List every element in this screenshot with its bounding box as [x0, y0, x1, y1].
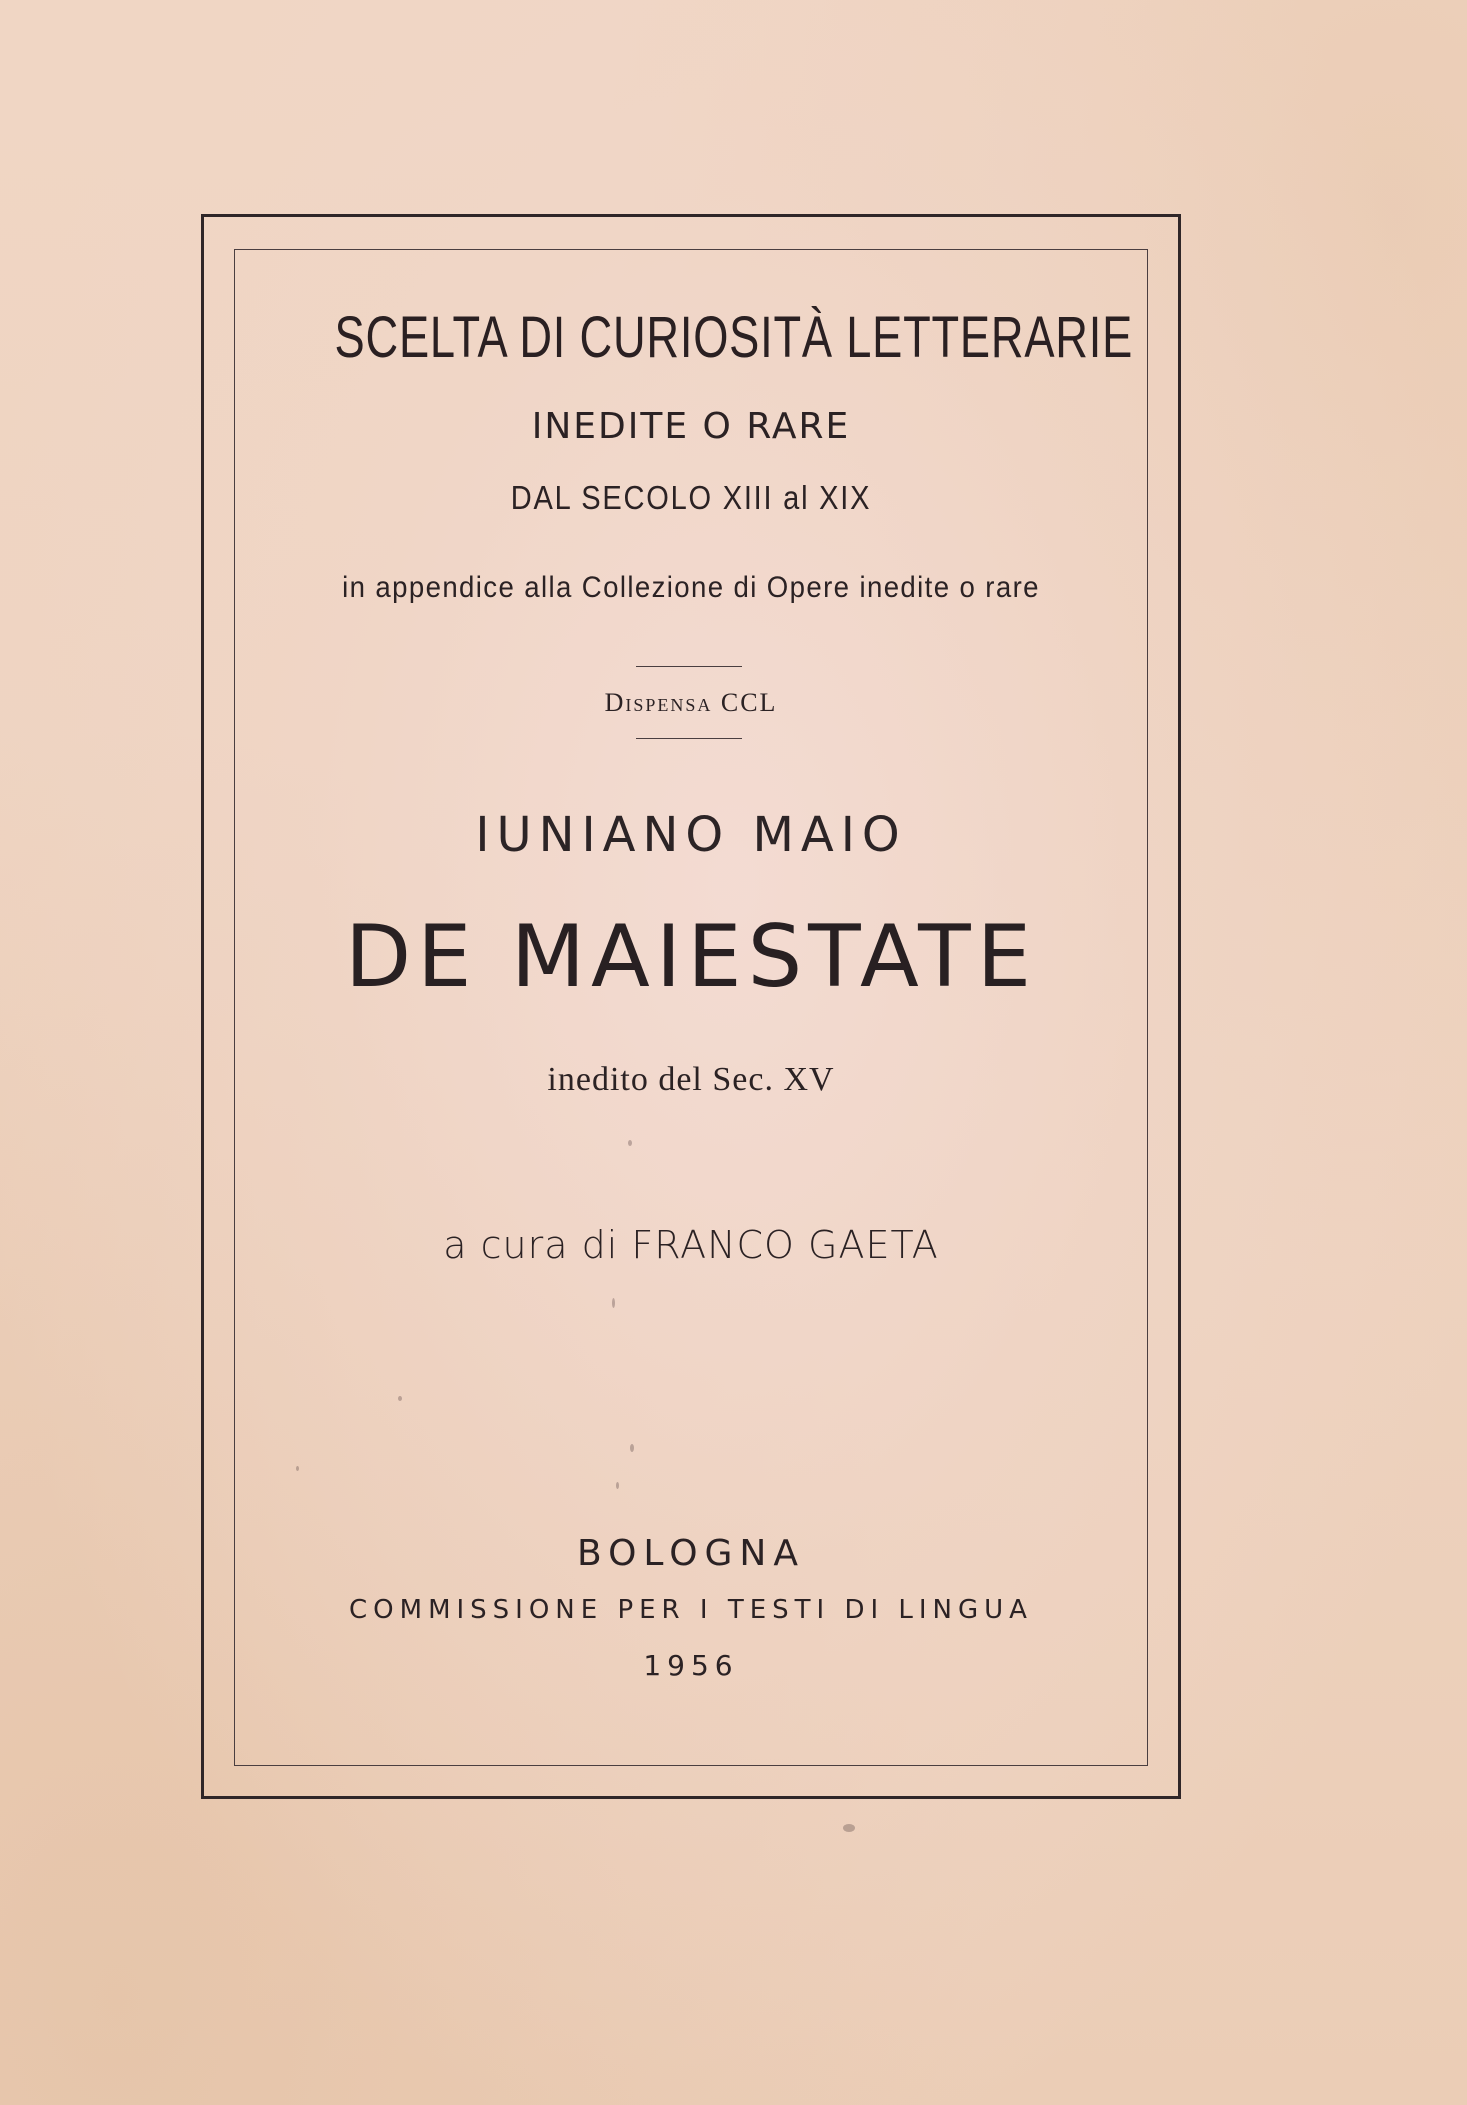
editor-credit: a cura di FRANCO GAETA	[443, 1223, 939, 1267]
dispensa-number	[234, 684, 1148, 722]
date-note: inedito del Sec. XV	[547, 1061, 835, 1098]
paper-speck	[616, 1482, 619, 1489]
appendix-note: in appendice alla Collezione di Opere inedite o rare	[342, 571, 1040, 604]
divider-rule-bottom	[636, 738, 742, 739]
paper-speck	[612, 1298, 615, 1308]
dispensa-roman-numeral: CCL	[720, 688, 778, 717]
dispensa-label: Dispensa	[604, 688, 713, 717]
paper-speck	[398, 1396, 402, 1401]
century-range: DAL SECOLO XIII al XIX	[510, 479, 872, 516]
paper-speck	[628, 1140, 632, 1146]
series-title: SCELTA DI CURIOSITÀ LETTERARIE	[334, 305, 1134, 370]
series-subtitle: INEDITE O RARE	[531, 406, 851, 447]
paper-speck	[843, 1824, 855, 1832]
paper-speck	[630, 1444, 634, 1452]
paper-speck	[296, 1466, 299, 1471]
divider-rule-top	[636, 666, 742, 667]
publication-year: 1956	[643, 1649, 739, 1682]
publisher-name: COMMISSIONE PER I TESTI DI LINGUA	[349, 1595, 1033, 1625]
book-title: DE MAIESTATE	[344, 907, 1038, 1007]
author-name: IUNIANO MAIO	[475, 807, 907, 863]
publication-city: BOLOGNA	[577, 1533, 805, 1574]
